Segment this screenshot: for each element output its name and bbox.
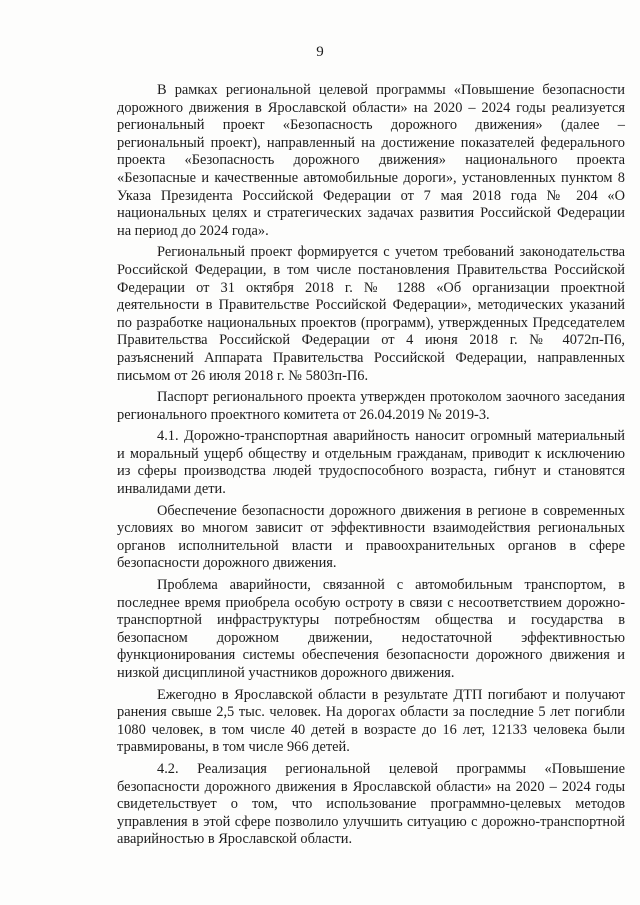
paragraph-accident-problem: Проблема аварийности, связанной с автомобильным транспортом, в последнее время приобрела особую остроту в связи с несоответствием дорожно-транспортной инфраструктуры потребностям общества и государства в безопасном дорожном движении, недостаточной эффективностью функционирования системы обеспечения безопасности дорожного движения и низкой дисциплиной участников дорожного движения. bbox=[117, 577, 625, 681]
page-number: 9 bbox=[316, 44, 324, 60]
document-body bbox=[117, 82, 625, 853]
paragraph-road-safety-provision: Обеспечение безопасности дорожного движения в регионе в современных условиях во многом зависит от эффективности взаимодействия региональных органов исполнительной власти и правоохранительных органов в сфере безопасности дорожного движения. bbox=[117, 502, 625, 572]
paragraph-regional-program: В рамках региональной целевой программы «Повышение безопасности дорожного движения в Ярославской области» на 2020 – 2024 годы реализуется региональный проект «Безопасность дорожного движения» (далее – региональный проект), направленный на достижение показателей федерального проекта «Безопасность дорожного движения» национального проекта «Безопасные и качественные автомобильные дороги», установленных пунктом 8 Указа Президента Российской Федерации от 7 мая 2018 года № 204 «О национальных целях и стратегических задачах развития Российской Федерации на период до 2024 года». bbox=[117, 82, 625, 239]
paragraph-project-formation: Региональный проект формируется с учетом требований законодательства Российской Федерации, в том числе постановления Правительства Российской Федерации от 31 октября 2018 г. № 1288 «Об организации проектной деятельности в Правительстве Российской Федерации», методических указаний по разработке национальных проектов (программ), утвержденных Председателем Правительства Российской Федерации от 4 июня 2018 г. № 4072п-П6, разъяснений Аппарата Правительства Российской Федерации, направленных письмом от 26 июля 2018 г. № 5803п-П6. bbox=[117, 244, 625, 384]
paragraph-section-4-1: 4.1. Дорожно-транспортная аварийность наносит огромный материальный и моральный ущерб обществу и отдельным гражданам, приводит к исключению из сферы производства людей трудоспособного возраста, гибнут и становятся инвалидами дети. bbox=[117, 428, 625, 498]
paragraph-section-4-2: 4.2. Реализация региональной целевой программы «Повышение безопасности дорожного движения в Ярославской области» на 2020 – 2024 годы свидетельствует о том, что использование программно-целевых методов управления в этой сфере позволило улучшить ситуацию с дорожно-транспортной аварийностью в Ярославской области. bbox=[117, 760, 625, 848]
paragraph-project-passport: Паспорт регионального проекта утвержден протоколом заочного заседания регионального проектного комитета от 26.04.2019 № 2019-3. bbox=[117, 389, 625, 423]
paragraph-annual-statistics: Ежегодно в Ярославской области в результате ДТП погибают и получают ранения свыше 2,5 тыс. человек. На дорогах области за последние 5 лет погибли 1080 человек, в том числе 40 детей в возрасте до 16 лет, 12133 человека были травмированы, в том числе 966 детей. bbox=[117, 686, 625, 756]
